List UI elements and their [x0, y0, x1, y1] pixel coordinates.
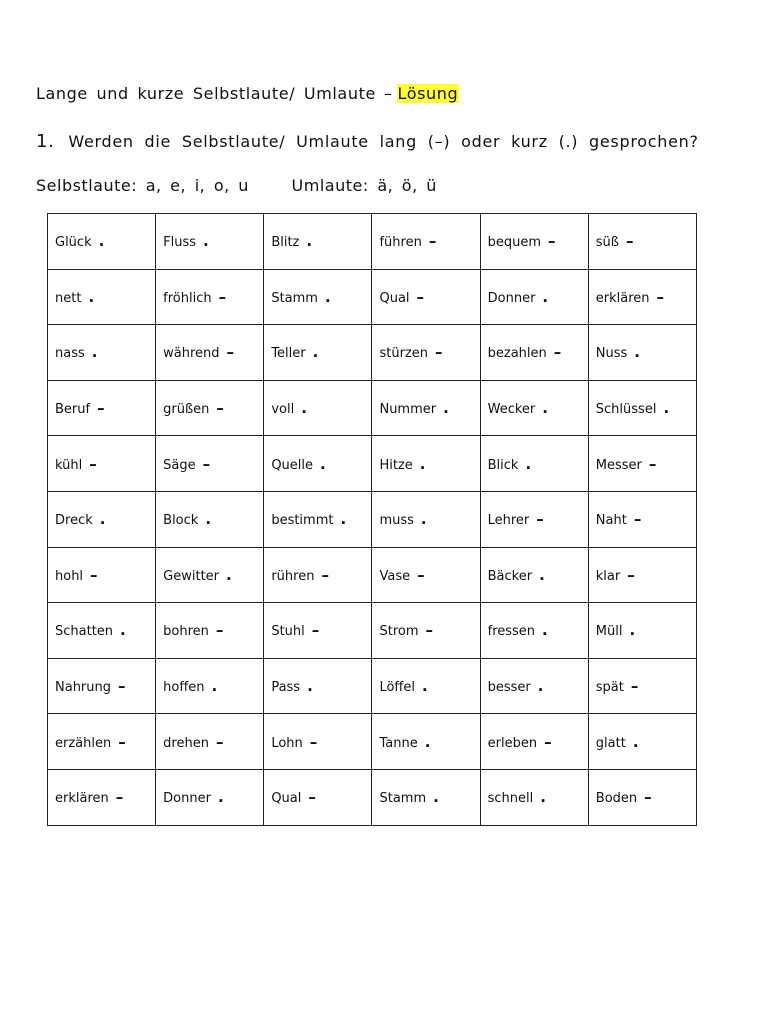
- length-mark: .: [211, 677, 218, 696]
- umlauts-list: ä, ö, ü: [377, 176, 437, 195]
- length-mark: –: [428, 232, 437, 251]
- length-mark: .: [542, 399, 548, 418]
- word-cell: [264, 658, 372, 714]
- length-mark: .: [120, 621, 126, 640]
- word-text: bequem: [487, 235, 542, 251]
- length-mark: –: [644, 788, 652, 807]
- word-text: Dreck: [55, 513, 93, 529]
- word-text: Fluss: [163, 235, 197, 251]
- word-cell: [372, 214, 480, 270]
- word-cell: [372, 380, 480, 436]
- length-mark: –: [97, 399, 105, 418]
- word-cell: [480, 325, 588, 381]
- table-row: [48, 214, 697, 270]
- length-mark: –: [202, 454, 211, 473]
- length-mark: .: [98, 232, 105, 251]
- word-cell: [48, 491, 156, 547]
- word-text: Nahrung: [55, 680, 112, 696]
- word-text: fröhlich: [163, 290, 212, 306]
- length-mark: .: [91, 343, 98, 362]
- word-cell: [264, 491, 372, 547]
- table-row: [48, 603, 697, 659]
- word-cell: [156, 769, 264, 825]
- word-cell: [372, 603, 480, 659]
- word-text: kühl: [55, 457, 83, 473]
- length-mark: .: [320, 454, 326, 473]
- word-cell: [264, 769, 372, 825]
- word-text: hohl: [55, 568, 84, 584]
- word-cell: [480, 603, 588, 659]
- vowels-list: a, e, i, o, u: [145, 176, 249, 195]
- word-text: Blick: [487, 457, 519, 473]
- length-mark: .: [542, 287, 549, 306]
- task-number: 1.: [36, 131, 55, 152]
- word-cell: [264, 436, 372, 492]
- length-mark: –: [216, 399, 224, 418]
- word-text: Donner: [487, 290, 536, 306]
- word-table-container: [47, 213, 697, 826]
- table-row: [48, 380, 697, 436]
- vowel-reference: [36, 176, 437, 195]
- word-cell: [156, 547, 264, 603]
- length-mark: .: [419, 454, 426, 473]
- word-cell: [156, 491, 264, 547]
- word-cell: [588, 491, 696, 547]
- word-table: [47, 213, 697, 826]
- word-text: während: [163, 346, 220, 362]
- word-cell: [48, 547, 156, 603]
- length-mark: –: [548, 232, 556, 251]
- table-row: [48, 269, 697, 325]
- length-mark: –: [648, 454, 657, 473]
- word-text: stürzen: [379, 346, 428, 362]
- word-cell: [588, 769, 696, 825]
- length-mark: .: [634, 343, 640, 362]
- word-text: Hitze: [379, 457, 413, 473]
- word-cell: [480, 491, 588, 547]
- word-cell: [156, 714, 264, 770]
- word-cell: [480, 269, 588, 325]
- word-text: Gewitter: [163, 568, 220, 584]
- word-cell: [156, 436, 264, 492]
- word-text: fressen: [487, 624, 536, 640]
- length-mark: .: [424, 732, 431, 751]
- word-text: drehen: [163, 735, 209, 751]
- length-mark: –: [321, 565, 329, 584]
- word-text: bohren: [163, 624, 209, 640]
- length-mark: .: [433, 788, 439, 807]
- word-text: Stamm: [271, 290, 318, 306]
- word-text: Stuhl: [271, 624, 305, 640]
- word-text: nass: [55, 346, 85, 362]
- word-text: erklären: [55, 791, 109, 807]
- length-mark: –: [553, 343, 562, 362]
- word-text: klar: [595, 568, 621, 584]
- word-text: nett: [55, 290, 82, 306]
- length-mark: .: [226, 565, 232, 584]
- table-row: [48, 547, 697, 603]
- word-text: Teller: [271, 346, 306, 362]
- word-cell: [588, 380, 696, 436]
- length-mark: .: [306, 232, 313, 251]
- word-text: Donner: [163, 791, 211, 807]
- length-mark: .: [88, 287, 95, 306]
- word-text: Messer: [595, 457, 642, 473]
- word-text: Wecker: [487, 402, 536, 418]
- length-mark: .: [324, 287, 331, 306]
- word-cell: [48, 769, 156, 825]
- table-row: [48, 436, 697, 492]
- length-mark: –: [416, 287, 425, 306]
- word-cell: [372, 547, 480, 603]
- length-mark: .: [539, 565, 545, 584]
- length-mark: –: [218, 287, 227, 306]
- length-mark: –: [115, 788, 124, 807]
- word-text: Boden: [595, 791, 638, 807]
- table-row: [48, 325, 697, 381]
- word-cell: [588, 658, 696, 714]
- word-text: Schatten: [55, 624, 114, 640]
- length-mark: .: [203, 232, 209, 251]
- word-cell: [264, 603, 372, 659]
- word-cell: [588, 325, 696, 381]
- word-cell: [48, 214, 156, 270]
- length-mark: –: [656, 287, 665, 306]
- word-cell: [48, 325, 156, 381]
- table-row: [48, 769, 697, 825]
- word-text: muss: [379, 513, 414, 529]
- word-cell: [480, 658, 588, 714]
- length-mark: .: [420, 510, 427, 529]
- word-cell: [156, 214, 264, 270]
- word-cell: [588, 603, 696, 659]
- length-mark: .: [307, 677, 313, 696]
- word-text: glatt: [595, 735, 626, 751]
- word-cell: [372, 325, 480, 381]
- length-mark: –: [89, 454, 97, 473]
- length-mark: .: [312, 343, 319, 362]
- word-text: Tanne: [379, 735, 418, 751]
- word-cell: [264, 380, 372, 436]
- word-cell: [156, 380, 264, 436]
- word-text: voll: [271, 402, 295, 418]
- length-mark: .: [301, 399, 307, 418]
- length-mark: .: [340, 510, 347, 529]
- umlauts-group: [292, 176, 437, 195]
- word-cell: [480, 436, 588, 492]
- word-cell: [588, 547, 696, 603]
- table-row: [48, 658, 697, 714]
- word-cell: [264, 547, 372, 603]
- length-mark: .: [540, 788, 546, 807]
- solution-label: Lösung: [397, 84, 459, 103]
- word-text: Bäcker: [487, 568, 533, 584]
- word-cell: [264, 269, 372, 325]
- word-cell: [156, 603, 264, 659]
- word-text: Blitz: [271, 235, 300, 251]
- word-text: Glück: [55, 235, 92, 251]
- word-cell: [588, 214, 696, 270]
- length-mark: –: [118, 677, 126, 696]
- word-cell: [372, 769, 480, 825]
- length-mark: –: [309, 732, 318, 751]
- length-mark: .: [537, 677, 544, 696]
- word-text: Naht: [595, 513, 627, 529]
- word-text: Beruf: [55, 402, 91, 418]
- length-mark: –: [425, 621, 433, 640]
- word-text: grüßen: [163, 402, 210, 418]
- word-text: Lohn: [271, 735, 303, 751]
- word-text: erklären: [595, 290, 650, 306]
- length-mark: .: [443, 399, 449, 418]
- length-mark: –: [625, 232, 634, 251]
- word-text: führen: [379, 235, 422, 251]
- length-mark: .: [99, 510, 106, 529]
- word-cell: [480, 214, 588, 270]
- length-mark: –: [630, 677, 639, 696]
- length-mark: .: [422, 677, 428, 696]
- word-text: Stamm: [379, 791, 427, 807]
- word-text: erzählen: [55, 735, 112, 751]
- length-mark: .: [663, 399, 670, 418]
- word-cell: [372, 714, 480, 770]
- vowels-label: Selbstlaute:: [36, 176, 138, 195]
- word-cell: [372, 491, 480, 547]
- length-mark: –: [544, 732, 552, 751]
- word-text: Qual: [379, 290, 410, 306]
- length-mark: –: [434, 343, 443, 362]
- word-text: schnell: [487, 791, 534, 807]
- length-mark: –: [627, 565, 635, 584]
- length-mark: –: [215, 732, 224, 751]
- task-text: Werden die Selbstlaute/ Umlaute lang (–) oder kurz (.) gesprochen?: [68, 132, 699, 151]
- word-text: Vase: [379, 568, 411, 584]
- word-cell: [48, 714, 156, 770]
- word-cell: [48, 380, 156, 436]
- word-cell: [264, 714, 372, 770]
- length-mark: –: [417, 565, 425, 584]
- word-text: Lehrer: [487, 513, 530, 529]
- title-text: Lange und kurze Selbstlaute/ Umlaute: [36, 84, 376, 103]
- length-mark: .: [525, 454, 532, 473]
- word-cell: [480, 547, 588, 603]
- word-cell: [156, 325, 264, 381]
- word-cell: [48, 436, 156, 492]
- word-text: rühren: [271, 568, 315, 584]
- word-cell: [48, 603, 156, 659]
- length-mark: –: [311, 621, 320, 640]
- word-cell: [480, 380, 588, 436]
- word-text: bezahlen: [487, 346, 547, 362]
- word-cell: [588, 436, 696, 492]
- word-cell: [48, 658, 156, 714]
- word-text: bestimmt: [271, 513, 334, 529]
- word-text: Schlüssel: [595, 402, 657, 418]
- word-cell: [372, 658, 480, 714]
- word-text: Nummer: [379, 402, 437, 418]
- word-text: Müll: [595, 624, 623, 640]
- word-cell: [588, 269, 696, 325]
- word-text: Pass: [271, 680, 301, 696]
- length-mark: –: [215, 621, 224, 640]
- word-text: Löffel: [379, 680, 416, 696]
- word-table-body: [48, 214, 697, 826]
- word-cell: [156, 658, 264, 714]
- length-mark: –: [633, 510, 642, 529]
- word-text: Quelle: [271, 457, 314, 473]
- word-cell: [264, 214, 372, 270]
- length-mark: .: [632, 732, 639, 751]
- word-text: besser: [487, 680, 531, 696]
- table-row: [48, 491, 697, 547]
- word-cell: [156, 269, 264, 325]
- word-text: erleben: [487, 735, 538, 751]
- umlauts-label: Umlaute:: [291, 176, 369, 195]
- word-text: hoffen: [163, 680, 205, 696]
- word-cell: [48, 269, 156, 325]
- word-text: Qual: [271, 791, 302, 807]
- word-cell: [588, 714, 696, 770]
- title-separator: –: [383, 84, 393, 103]
- length-mark: –: [90, 565, 98, 584]
- word-cell: [480, 769, 588, 825]
- word-cell: [372, 436, 480, 492]
- word-text: süß: [595, 235, 619, 251]
- word-cell: [372, 269, 480, 325]
- length-mark: –: [226, 343, 235, 362]
- word-cell: [480, 714, 588, 770]
- word-text: spät: [595, 680, 624, 696]
- table-row: [48, 714, 697, 770]
- length-mark: –: [308, 788, 316, 807]
- length-mark: .: [205, 510, 212, 529]
- length-mark: .: [629, 621, 636, 640]
- length-mark: –: [536, 510, 544, 529]
- length-mark: .: [217, 788, 224, 807]
- word-text: Block: [163, 513, 199, 529]
- word-text: Nuss: [595, 346, 628, 362]
- word-text: Säge: [163, 457, 196, 473]
- length-mark: .: [542, 621, 548, 640]
- task-instruction: [36, 131, 699, 152]
- length-mark: –: [118, 732, 126, 751]
- worksheet-title: [36, 84, 459, 103]
- word-cell: [264, 325, 372, 381]
- word-text: Strom: [379, 624, 419, 640]
